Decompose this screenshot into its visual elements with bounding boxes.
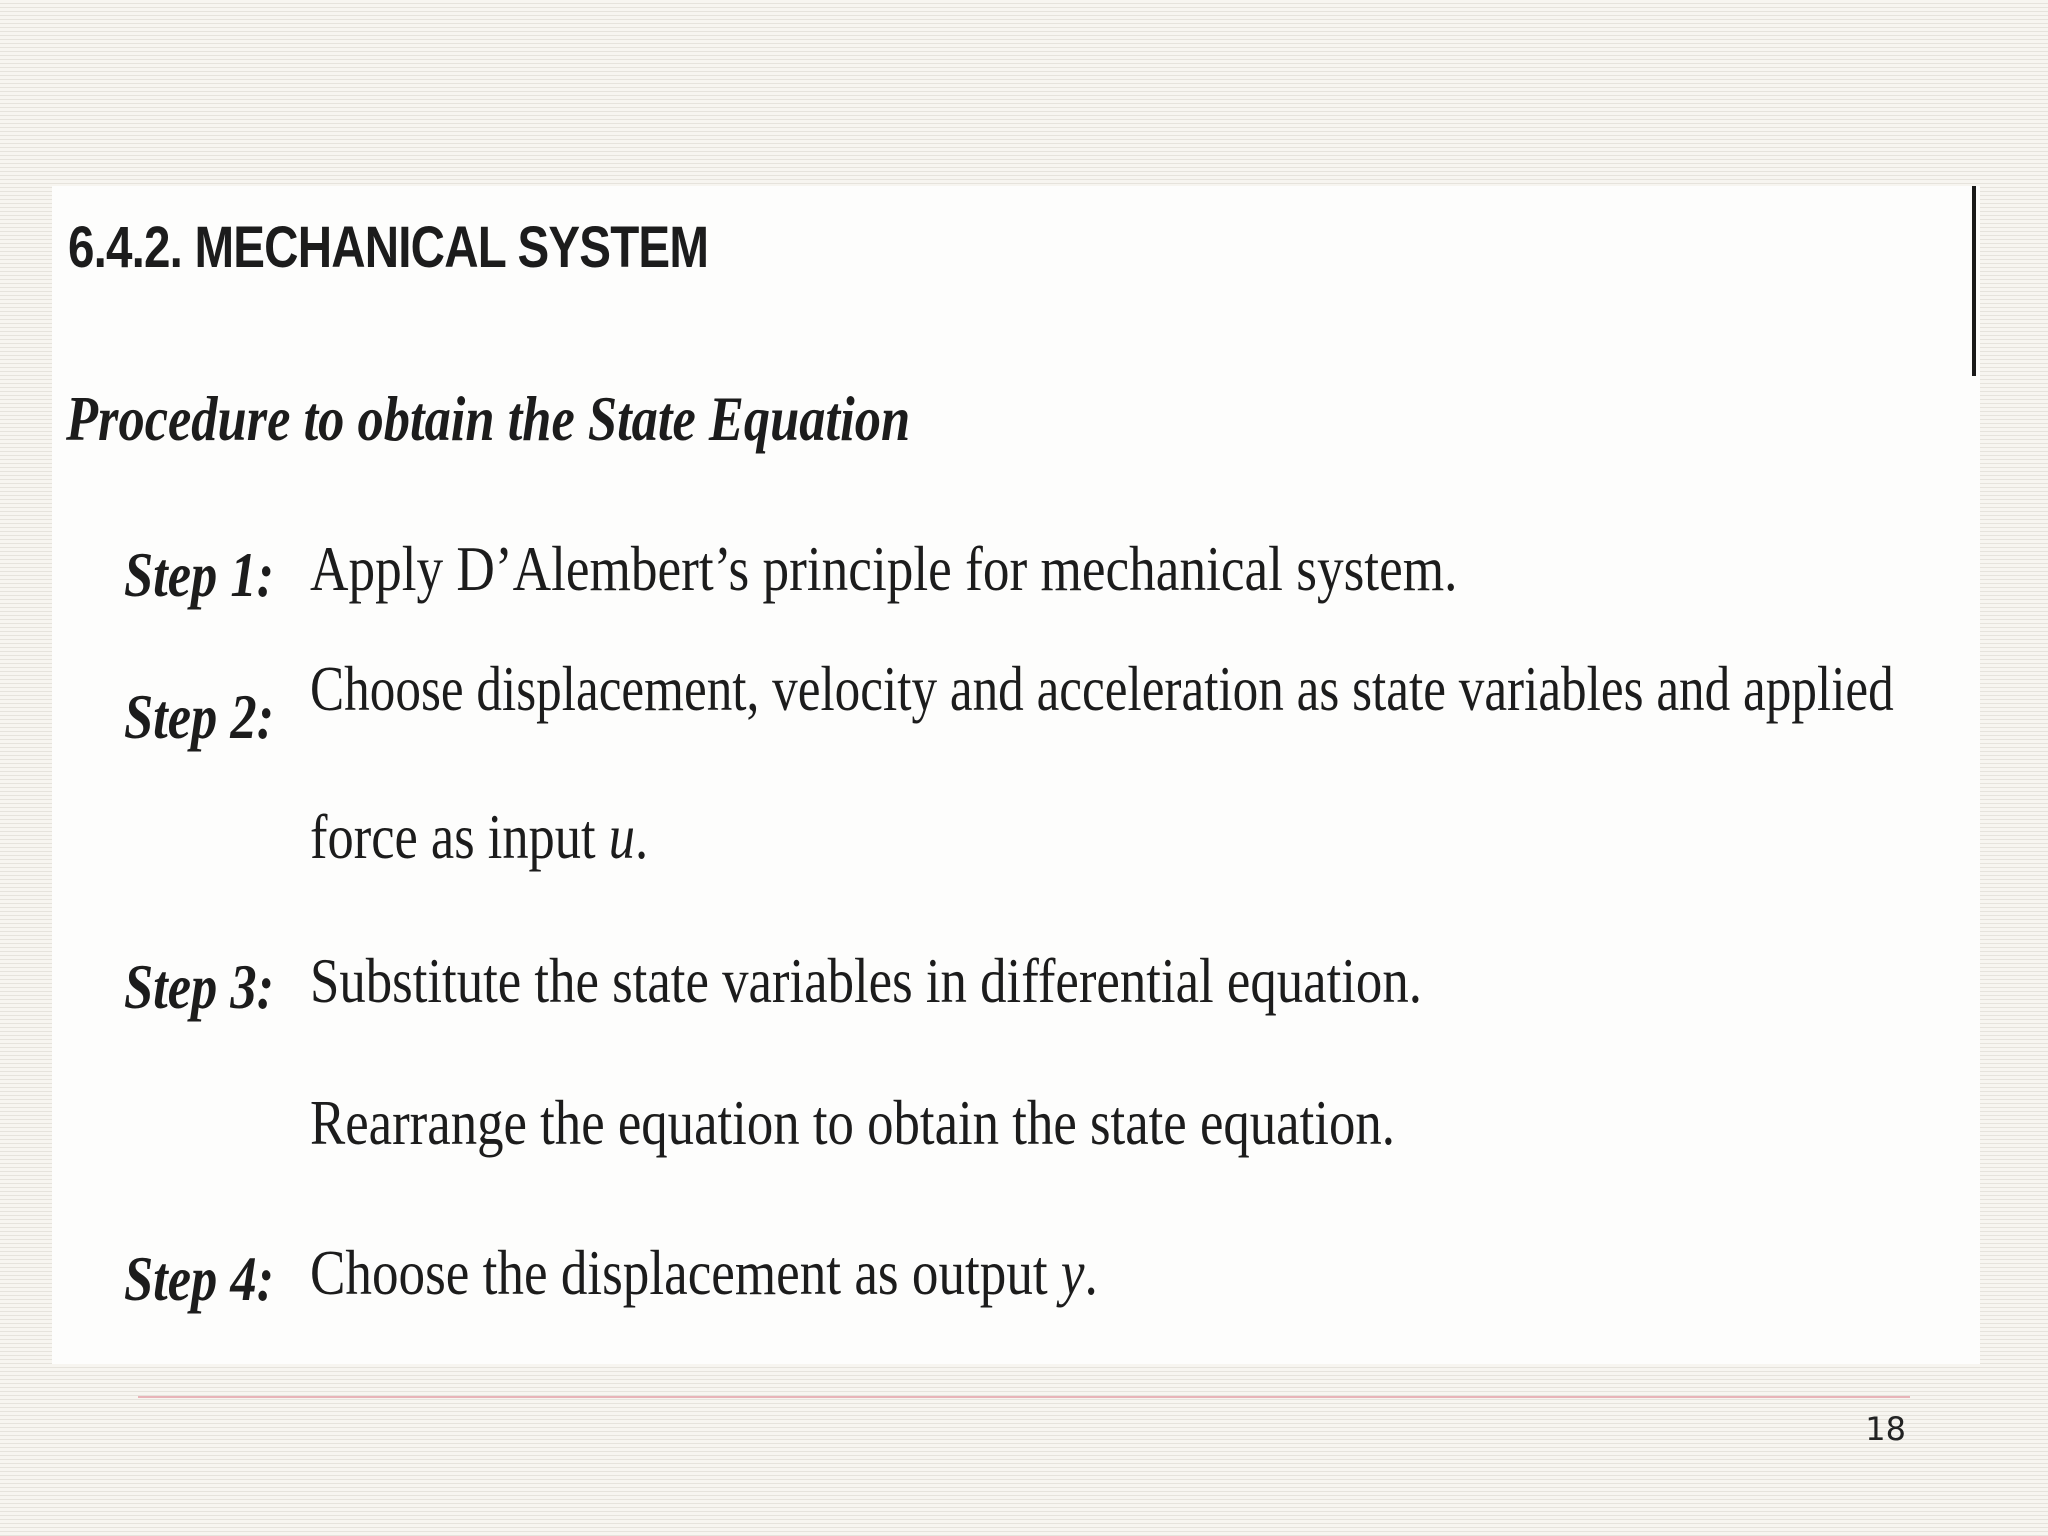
step-3-label: Step 3: (124, 951, 275, 1022)
scan-edge-line (1972, 186, 1976, 376)
step-3-text-line2: Rearrange the equation to obtain the state equation. (310, 1087, 1395, 1158)
step-1-text: Apply D’Alembert’s principle for mechanical system. (310, 533, 1458, 604)
procedure-subheading: Procedure to obtain the State Equation (66, 383, 911, 454)
step-2-text-line1: Choose displacement, velocity and acceleration as state variables and applied (310, 653, 1894, 724)
step-2-text-suffix: . (634, 801, 649, 872)
output-variable-y: y (1060, 1237, 1085, 1308)
step-2-text-prefix: force as input (310, 801, 609, 872)
input-variable-u: u (608, 801, 635, 872)
step-1-label: Step 1: (124, 539, 275, 610)
scanned-page (52, 186, 1980, 1364)
step-4-text (310, 1236, 1098, 1310)
step-2-text-line2 (310, 800, 648, 874)
step-4-text-prefix: Choose the displacement as output (310, 1237, 1061, 1308)
page-number: 18 (1865, 1410, 1906, 1448)
step-4-text-suffix: . (1084, 1237, 1098, 1308)
step-3-text-line1: Substitute the state variables in differential equation. (310, 945, 1422, 1016)
step-4-label: Step 4: (124, 1243, 275, 1314)
step-2-label: Step 2: (124, 681, 275, 752)
footer-divider (138, 1396, 1910, 1398)
section-heading: 6.4.2. MECHANICAL SYSTEM (68, 215, 709, 280)
